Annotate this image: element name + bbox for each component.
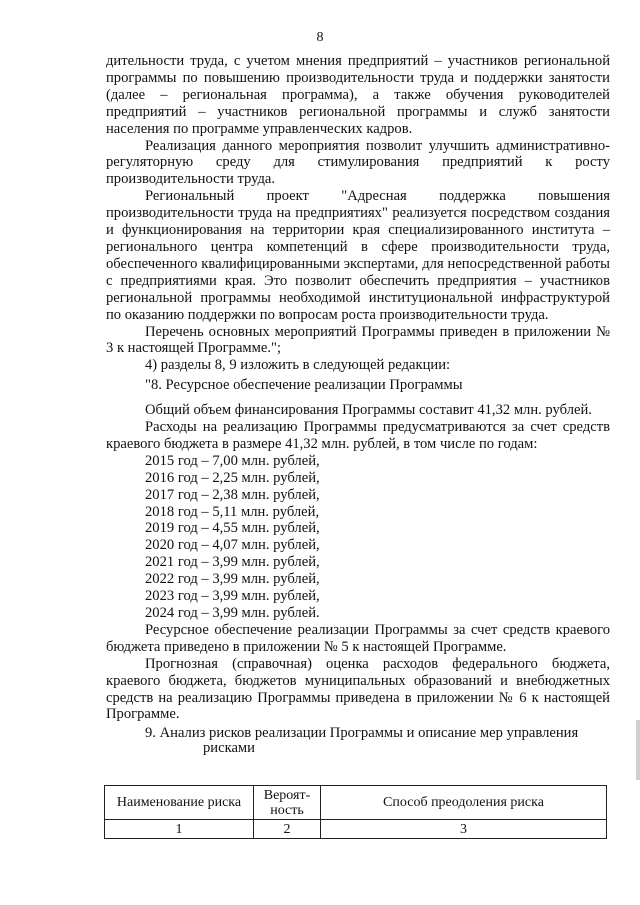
section-9-title <box>106 725 610 755</box>
column-number: 3 <box>321 820 607 839</box>
header-probability: Вероят-ность <box>254 786 321 820</box>
year-item: 2021 год – 3,99 млн. рублей, <box>145 554 320 571</box>
column-number: 2 <box>254 820 321 839</box>
item-4: 4) разделы 8, 9 изложить в следующей редакции: <box>145 357 451 374</box>
page-number: 8 <box>316 30 324 45</box>
paragraph-continuation: дительности труда, с учетом мнения предприятий – участников региональной программы по повышению производительности труда и поддержки занятости (далее – региональная программа), а также обучения руководителей предприятий – участников региональной программы и служб занятости населения по программе управленческих кадров. <box>106 53 610 137</box>
column-number: 1 <box>105 820 254 839</box>
year-item: 2016 год – 2,25 млн. рублей, <box>145 469 320 486</box>
paragraph-activities-list: Перечень основных мероприятий Программы приведен в приложении № 3 к настоящей Программе."; <box>106 323 610 357</box>
forecast-paragraph: Прогнозная (справочная) оценка расходов федерального бюджета, краевого бюджета, бюджетов муниципальных образований и внебюджетных средств на реализацию Программы приведена в приложении № 6 к настоящей Программе. <box>106 655 610 723</box>
header-mitigation: Способ преодоления риска <box>321 786 607 820</box>
section-8-title: "8. Ресурсное обеспечение реализации Программы <box>145 377 463 394</box>
section-9-title-line1: 9. Анализ рисков реализации Программы и описание мер управления <box>145 725 579 742</box>
paragraph-regional-project: Региональный проект "Адресная поддержка повышения производительности труда на предприятиях" реализуется посредством создания и функционирования на территории края специализированного института – регионального центра компетенций в сфере производительности труда, обеспеченного квалифицированными экспертами, для непосредственной работы с предприятиями края. Это позволит обеспечить предприятия – участников региональной программы необходимой институциональной инфраструктурой по оказанию поддержки по вопросам роста производительности труда. <box>106 188 610 323</box>
section-9-title-line2: рисками <box>203 740 255 757</box>
year-item: 2023 год – 3,99 млн. рублей, <box>145 588 320 605</box>
year-item: 2018 год – 5,11 млн. рублей, <box>145 503 320 520</box>
paragraph-regulatory: Реализация данного мероприятия позволит улучшить административно-регуляторную среду для стимулирования предприятий к росту производительности труда. <box>106 137 610 188</box>
header-risk-name: Наименование риска <box>105 786 254 820</box>
table-header-row <box>105 786 607 820</box>
risk-table <box>104 785 607 839</box>
years-list <box>106 453 610 622</box>
year-item: 2024 год – 3,99 млн. рублей. <box>145 605 320 621</box>
year-item: 2015 год – 7,00 млн. рублей, <box>145 452 320 469</box>
scan-edge-shadow <box>636 720 640 780</box>
total-funding: Общий объем финансирования Программы составит 41,32 млн. рублей. <box>145 402 592 419</box>
year-item: 2022 год – 3,99 млн. рублей, <box>145 571 320 588</box>
year-item: 2020 год – 4,07 млн. рублей, <box>145 537 320 554</box>
year-item: 2019 год – 4,55 млн. рублей, <box>145 520 320 537</box>
document-body <box>106 53 610 755</box>
table-row <box>105 820 607 839</box>
year-item: 2017 год – 2,38 млн. рублей, <box>145 486 320 503</box>
expenses-intro: Расходы на реализацию Программы предусматриваются за счет средств краевого бюджета в размере 41,32 млн. рублей, в том числе по годам: <box>106 419 610 452</box>
resource-paragraph: Ресурсное обеспечение реализации Программы за счет средств краевого бюджета приведено в приложении № 5 к настоящей Программе. <box>106 621 610 655</box>
